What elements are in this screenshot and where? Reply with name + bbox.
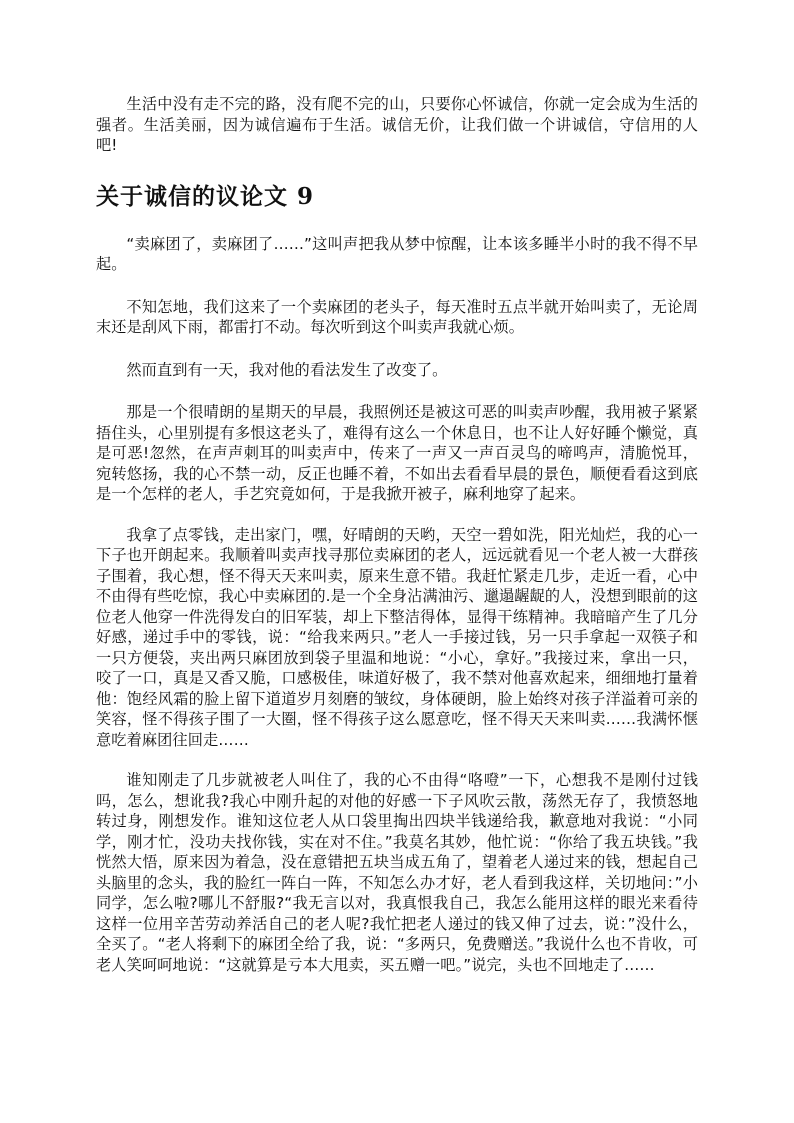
body-paragraph-3: 然而直到有一天，我对他的看法发生了改变了。 — [126, 360, 448, 379]
body-paragraph-2: 不知怎地，我们这来了一个卖麻团的老头子，每天准时五点半就开始叫卖了，无论周末还是刮风下雨，都雷打不动。每次听到这个叫卖声我就心烦。 — [96, 297, 698, 336]
body-paragraph-6: 谁知刚走了几步就被老人叫住了，我的心不由得“咯噔”一下，心想我不是刚付过钱吗，怎么，想讹我?我心中刚升起的对他的好感一下子风吹云散，荡然无存了，我愤怒地转过身，刚想发作。谁知这位老人从口袋里掏出四块半钱递给我，歉意地对我说：“小同学，刚才忙，没功夫找你钱，实在对不住。”我莫名其妙，他忙说：“你给了我五块钱。”我恍然大悟，原来因为着急，没在意错把五块当成五角了，望着老人递过来的钱，想起自己头脑里的念头，我的脸红一阵白一阵，不知怎么办才好，老人看到我这样，关切地问：”小同学，怎么啦?哪儿不舒服?“我无言以对，我真恨我自己，我怎么能用这样的眼光来看待这样一位用辛苦劳动养活自己的老人呢?我忙把老人递过的钱又伸了过去，说：”没什么，全买了。“老人将剩下的麻团全给了我，说：“多两只，免费赠送。”我说什么也不肯收，可老人笑呵呵地说：“这就算是亏本大甩卖，买五赠一吧。”说完，头也不回地走了…… — [96, 771, 698, 974]
body-paragraph-4: 那是一个很晴朗的星期天的早晨，我照例还是被这可恶的叫卖声吵醒，我用被子紧紧捂住头，心里别提有多恨这老头了，难得有这么一个休息日，也不让人好好睡个懒觉，真是可恶!忽然，在声声刺耳的叫卖声中，传来了一声又一声百灵鸟的啼鸣声，清脆悦耳，宛转悠扬，我的心不禁一动，反正也睡不着，不如出去看看早晨的景色，顺便看看这到底是一个怎样的老人，手艺究竟如何，于是我掀开被子，麻利地穿了起来。 — [96, 403, 698, 503]
document-page — [96, 94, 698, 975]
section-title: 关于诚信的议论文 9 — [96, 182, 315, 210]
body-paragraph-1: “卖麻团了，卖麻团了……”这叫声把我从梦中惊醒，让本该多睡半小时的我不得不早起。 — [96, 234, 698, 273]
intro-paragraph: 生活中没有走不完的路，没有爬不完的山，只要你心怀诚信，你就一定会成为生活的强者。生活美丽，因为诚信遍布于生活。诚信无价，让我们做一个讲诚信，守信用的人吧! — [96, 95, 698, 154]
body-paragraph-5: 我拿了点零钱，走出家门，嘿，好晴朗的天哟，天空一碧如洗，阳光灿烂，我的心一下子也开朗起来。我顺着叫卖声找寻那位卖麻团的老人，远远就看见一个老人被一大群孩子围着，我心想，怪不得天天来叫卖，原来生意不错。我赶忙紧走几步，走近一看，心中不由得有些吃惊，我心中卖麻团的.是一个全身沾满油污、邋遢龌龊的人，没想到眼前的这位老人他穿一件洗得发白的旧军装，却上下整洁得体，显得干练精神。我暗暗产生了几分好感，递过手中的零钱，说：“给我来两只。”老人一手接过钱，另一只手拿起一双筷子和一只方便袋，夹出两只麻团放到袋子里温和地说：“小心，拿好。”我接过来，拿出一只，咬了一口，真是又香又脆，口感极佳，味道好极了，我不禁对他喜欢起来，细细地打量着他：饱经风霜的脸上留下道道岁月刻磨的皱纹，身体硬朗，脸上始终对孩子洋溢着可亲的笑容，怪不得孩子围了一大圈，怪不得孩子这么愿意吃，怪不得天天来叫卖……我满怀惬意吃着麻团往回走…… — [96, 525, 698, 749]
